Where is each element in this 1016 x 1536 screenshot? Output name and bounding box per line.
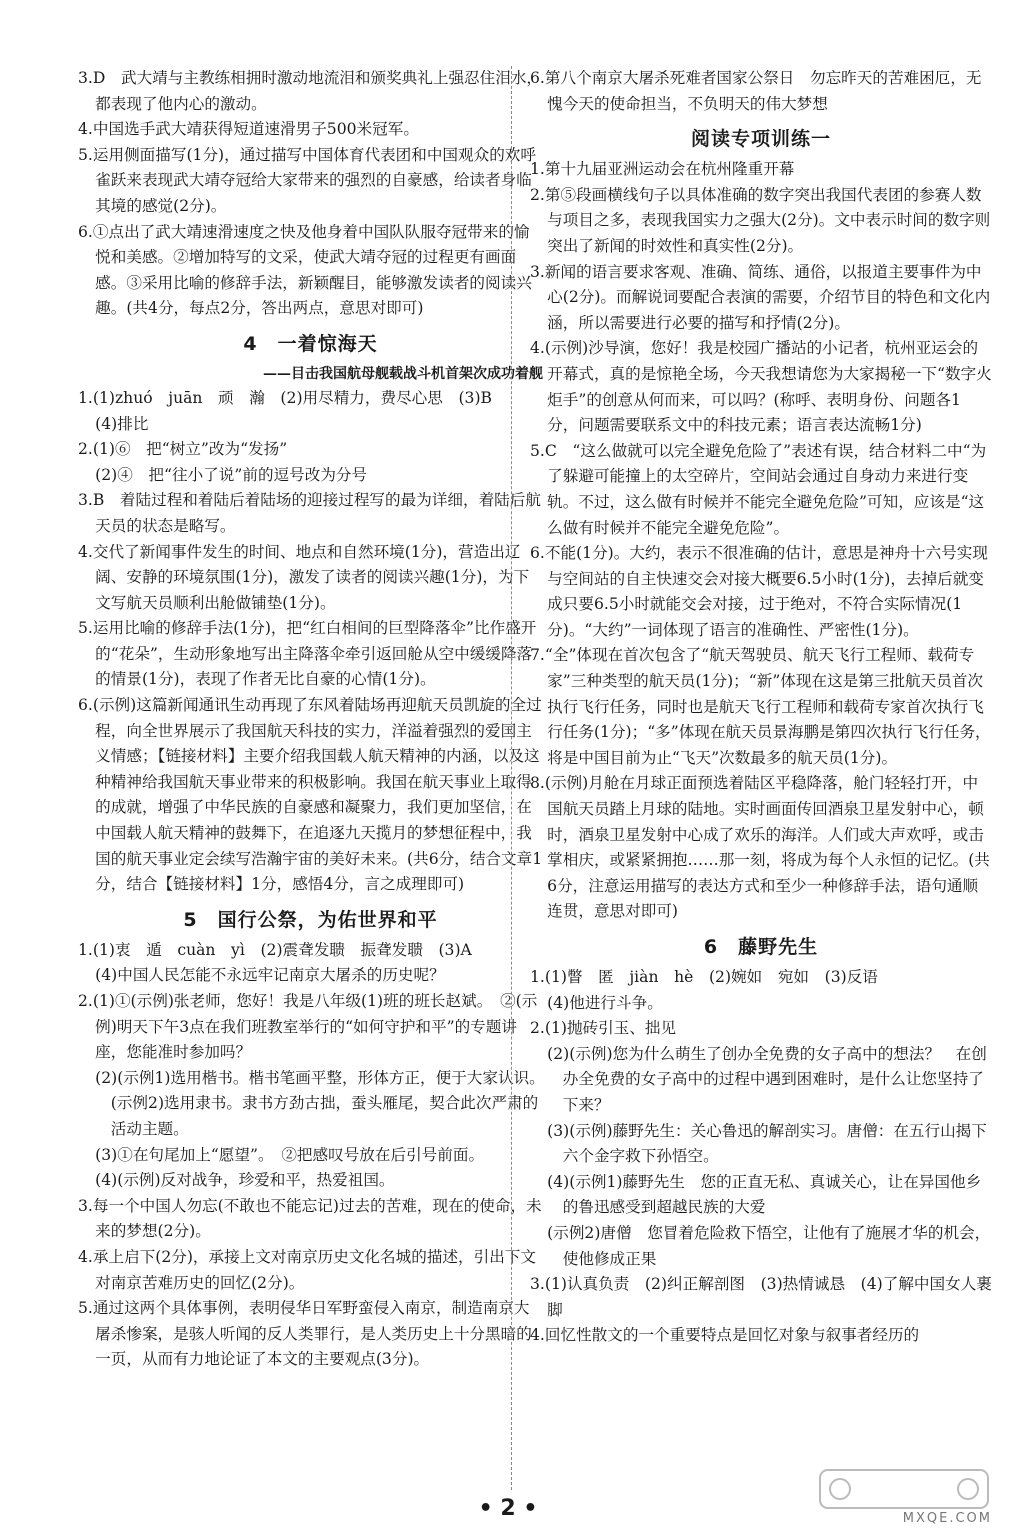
answer-line: 1.(1)zhuó juān 顽 瀚 (2)用尽精力，费尽心思 (3)B [78,388,493,407]
answer-line: 3.新闻的语言要求客观、准确、简练、通俗，以报道主要事件为中心(2分)。而解说词要配合表演的需要，介绍节目的特色和文化内涵，所以需要进行必要的描写和抒情(2分)。 [530,262,991,332]
answer-line: 5.通过这两个具体事例，表明侵华日军野蛮侵入南京，制造南京大屠杀惨案，是骇人听闻的反人类罪行，是人类历史上十分黑暗的一页，从而有力地论证了本文的主要观点(3分)。 [78,1299,532,1369]
answer-line: (4)排比 [95,414,149,433]
answer-line: 5.C “这么做就可以完全避免危险了”表述有误，结合材料二中“为了躲避可能撞上的太空碎片，空间站会通过自身动力来进行变轨。不过，这么做有时候并不能完全避免危险”可知，应该是“这么做有时候并不能完全避免危险”。 [530,441,987,537]
answer-line: 2.(1)①(示例)张老师，您好！我是八年级(1)班的班长赵斌。 ②(示例)明天下午3点在我们班教室举行的“如何守护和平”的专题讲座，您能准时参加吗？ [78,992,538,1062]
answer-line: 6.①点出了武大靖速滑速度之快及他身着中国队队服夺冠带来的愉悦和美感。②增加特写的文采，使武大靖夺冠的过程更有画面感。③采用比喻的修辞手法，新颖醒目，能够激发读者的阅读兴趣。(共4分，每点2分，答出两点，意思对即可) [78,222,532,318]
right-block-2 [530,157,992,925]
answer-line: 2.第⑤段画横线句子以具体准确的数字突出我国代表团的参赛人数与项目之多，表现我国实力之强大(2分)。文中表示时间的数字则突出了新闻的时效性和真实性(2分)。 [530,185,991,255]
answer-line: (示例2)唐僧 您冒着危险救下悟空，让他有了施展才华的机会，使他修成正果 [547,1223,991,1268]
section-6-title: 6 藤野先生 [703,936,819,958]
column-divider [511,66,512,1490]
answer-line: (2)(示例)您为什么萌生了创办全免费的女子高中的想法？ 在创办全免费的女子高中的过程中遇到困难时，是什么让您坚持了下来？ [547,1044,987,1114]
page-number: • 2 • [478,1496,538,1521]
section-4-title: 4 一着惊海天 [243,332,378,355]
right-column [530,66,992,1349]
answer-line: 3.每一个中国人勿忘(不敢也不能忘记)过去的苦难，现在的使命，未来的梦想(2分)。 [78,1196,542,1241]
answer-line: 7.“全”体现在首次包含了“航天驾驶员、航天飞行工程师、载荷专家”三种类型的航天员(1分)；“新”体现在这是第三批航天员首次执行飞行任务，同时也是航天飞行工程师和载荷专家首次执行飞行任务(1分)；“多”体现在航天员景海鹏是第四次执行飞行任务，将是中国目前为止“飞天”次数最多的航天员(1分)。 [530,646,991,767]
answer-line: 5.运用比喻的修辞手法(1分)，把“红白相间的巨型降落伞”比作盛开的“花朵”，生动形象地写出主降落伞牵引返回舱从空中缓缓降落的情景(1分)，表现了作者无比自豪的心情(1分)。 [78,619,537,689]
answer-line: 4.中国选手武大靖获得短道速滑男子500米冠军。 [78,120,419,139]
answer-line: (2)④ 把“往小了说”前的逗号改为分号 [95,465,368,484]
answer-line: 2.(1)抛砖引玉、拙见 [530,1019,677,1038]
answer-line: 1.第十九届亚洲运动会在杭州隆重开幕 [530,160,795,179]
left-block-2 [78,386,543,898]
answer-line: 6.(示例)这篇新闻通讯生动再现了东风着陆场再迎航天员凯旋的全过程，向全世界展示了我国航天科技的实力，洋溢着强烈的爱国主义情感；【链接材料】主要介绍我国载人航天精神的内涵，以及这种精神给我国航天事业带来的积极影响。我国在航天事业上取得的成就，增强了中华民族的自豪感和凝聚力，我们更加坚信，在中国载人航天精神的鼓舞下，在追逐九天揽月的梦想征程中，我国的航天事业定会续写浩瀚宇宙的美好未来。(共6分，结合文章1分，结合【链接材料】1分，感悟4分，言之成理即可) [78,696,543,894]
section-4-subtitle: ——目击我国航母舰载战斗机首架次成功着舰 [263,365,543,382]
answer-line: 3.B 着陆过程和着陆后着陆场的迎接过程写的最为详细，着陆后航天员的状态是略写。 [78,491,541,535]
right-block-3 [530,965,992,1349]
section-5-title: 5 国行公祭，为佑世界和平 [183,908,438,931]
answer-line: 4.(示例)沙导演，您好！我是校园广播站的小记者，杭州亚运会的开幕式，真的是惊艳全场，今天我想请您为大家揭秘一下“数字火炬手”的创意从何而来，可以吗？(称呼、表明身份、问题各1分，问题需要联系文中的科技元素；语言表达流畅1分) [530,339,992,435]
left-block-1 [78,66,543,322]
answer-line: 3.(1)认真负责 (2)纠正解剖图 (3)热情诚恳 (4)了解中国女人裹脚 [530,1275,992,1319]
answer-line: (4)他进行斗争。 [547,993,663,1012]
answer-line: 2.(1)⑥ 把“树立”改为“发扬” [78,440,288,459]
answer-line: (2)(示例1)选用楷书。楷书笔画平整，形体方正，便于大家认识。 (示例2)选用隶书。隶书方劲古拙，蚕头雁尾，契合此次严肃的活动主题。 [95,1068,553,1138]
answer-line: 6.不能(1分)。大约，表示不很准确的估计，意思是神舟十六号实现与空间站的自主快速交会对接大概要6.5小时(1分)，去掉后就变成只要6.5小时就能交会对接，过于绝对，不符合实际情况(1分)。“大约”一词体现了语言的准确性、严密性(1分)。 [530,544,988,639]
answer-line: 6.第八个南京大屠杀死难者国家公祭日 勿忘昨天的苦难困厄，无愧今天的使命担当，不负明天的伟大梦想 [530,69,982,113]
watermark-text: MXQE.COM [902,1511,992,1526]
reading-practice-title: 阅读专项训练一 [690,128,831,151]
answer-line: 4.交代了新闻事件发生的时间、地点和自然环境(1分)，营造出辽阔、安静的环境氛围(1分)，激发了读者的阅读兴趣(1分)，为下文写航天员顺利出舱做铺垫(1分)。 [78,542,530,612]
answer-line: 1.(1)衷 遁 cuàn yì (2)震聋发聩 振聋发聩 (3)A [78,940,472,959]
left-column [78,66,553,1373]
answer-line: 4.承上启下(2分)，承接上文对南京历史文化名城的描述，引出下文对南京苦难历史的回忆(2分)。 [78,1247,536,1292]
answer-line: (4)中国人民怎能不永远牢记南京大屠杀的历史呢？ [95,966,445,985]
answer-line: (4)(示例1)藤野先生 您的正直无私、真诚关心，让在异国他乡的鲁迅感受到超越民族的大爱 [547,1172,982,1217]
answer-line: (3)(示例)藤野先生：关心鲁迅的解剖实习。唐僧：在五行山揭下六个金字救下孙悟空。 [547,1121,987,1166]
answer-line: 8.(示例)月舱在月球正面预选着陆区平稳降落，舱门轻轻打开，中国航天员踏上月球的陆地。实时画面传回酒泉卫星发射中心，顿时，酒泉卫星发射中心成了欢乐的海洋。人们或大声欢呼，或击掌相庆，或紧紧拥抱……那一刻，将成为每个人永恒的记忆。(共6分，注意运用描写的表达方式和至少一种修辞手法，语句通顺连贯，意思对即可) [530,774,990,921]
answer-line: 4.回忆性散文的一个重要特点是回忆对象与叙事者经历的 [530,1326,920,1345]
answer-line: 5.运用侧面描写(1分)，通过描写中国体育代表团和中国观众的欢呼雀跃来表现武大靖夺冠给大家带来的强烈的自豪感，给读者身临其境的感觉(2分)。 [78,145,536,215]
right-block-1 [530,66,992,117]
answer-line: 1.(1)瞥 匿 jiàn hè (2)婉如 宛如 (3)反语 [530,968,878,986]
answer-line: (3)①在句尾加上“愿望”。 ②把感叹号放在后引号前面。 [95,1145,485,1164]
answer-line: 3.D 武大靖与主教练相拥时激动地流泪和颁奖典礼上强忍住泪水，都表现了他内心的激动。 [78,69,543,113]
left-block-3 [78,938,553,1373]
answer-line: (4)(示例)反对战争，珍爱和平，热爱祖国。 [95,1171,395,1190]
